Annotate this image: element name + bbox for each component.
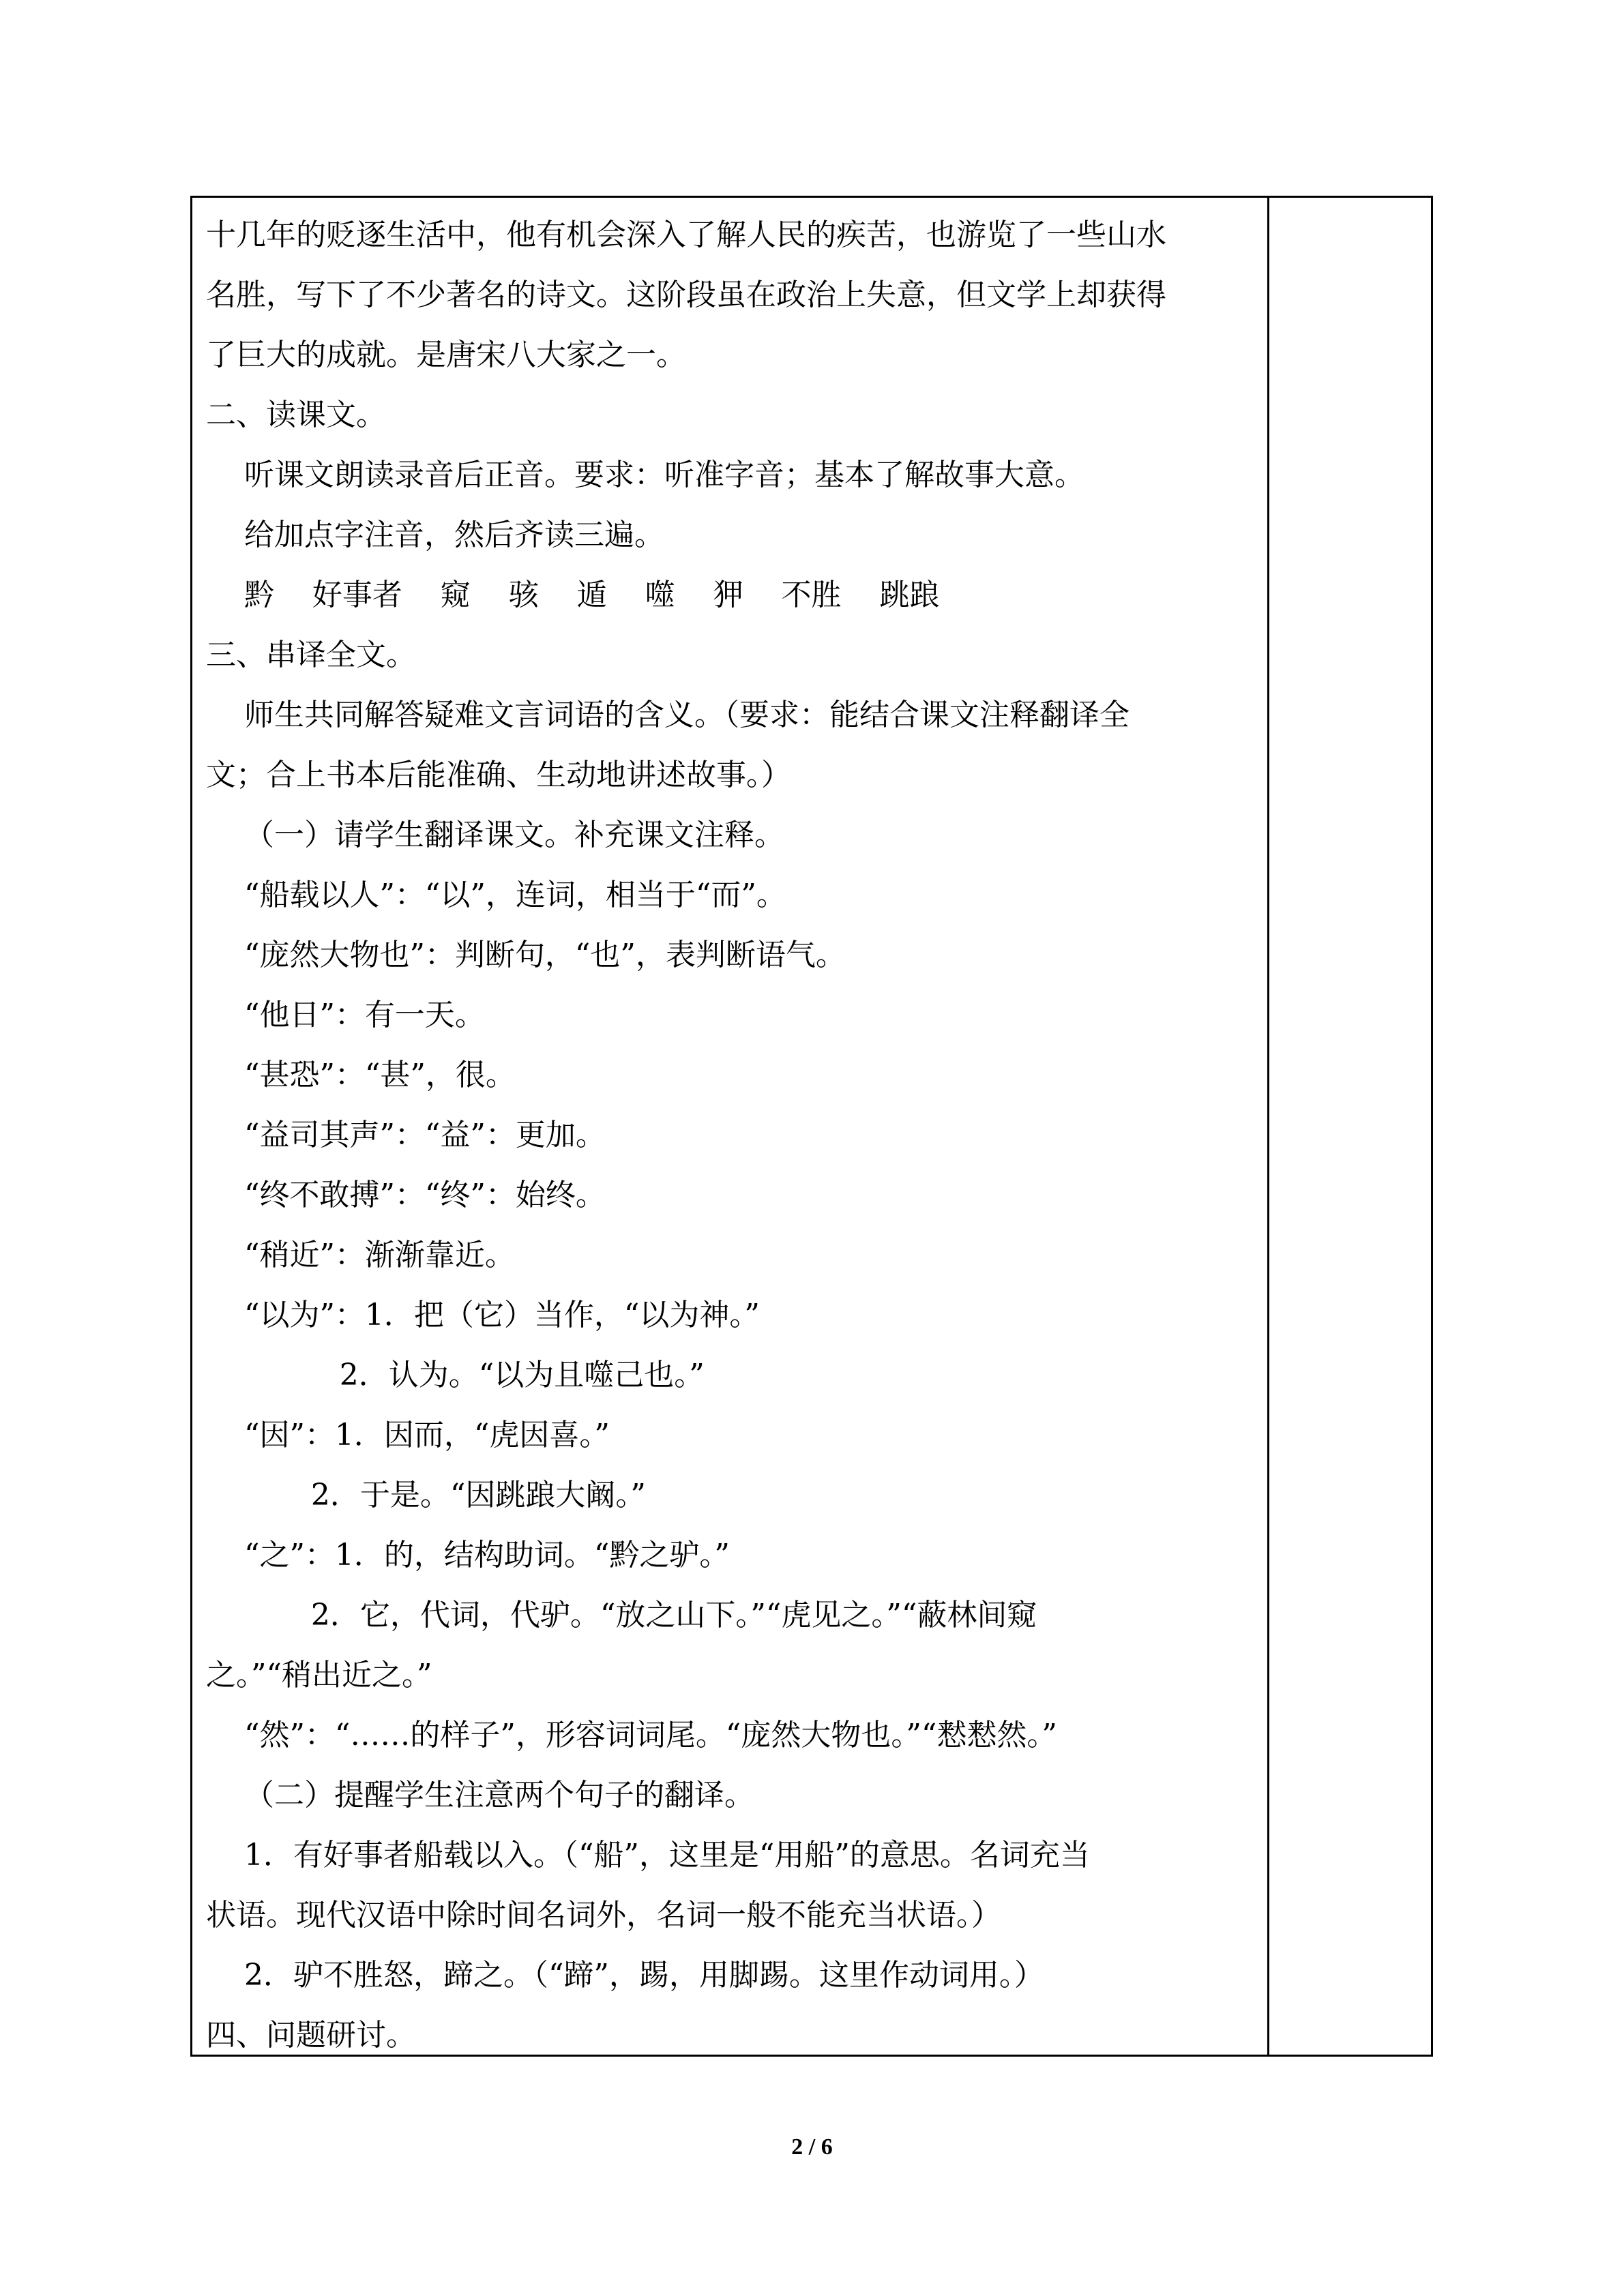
annotation-line: “因”：1．因而，“虎因喜。”	[206, 1418, 610, 1452]
text-line: 状语。现代汉语中除时间名词外，名词一般不能充当状语。）	[206, 1898, 1001, 1933]
annotation-line: “船载以人”：“以”，连词，相当于“而”。	[206, 878, 786, 912]
text-line: 名胜，写下了不少著名的诗文。这阶段虽在政治上失意，但文学上却获得	[206, 278, 1166, 312]
vocabulary-list: 黔 好事者 窥 骇 遁 噬 狎 不胜 跳踉	[206, 578, 940, 612]
text-line: 2．驴不胜怒，蹄之。（“蹄”，踢，用脚踢。这里作动词用。）	[206, 1958, 1044, 1993]
annotation-line: “稍近”：渐渐靠近。	[206, 1238, 515, 1272]
text-line: 师生共同解答疑难文言词语的含义。（要求：能结合课文注释翻译全	[206, 698, 1130, 732]
annotation-line: “然”：“……的样子”，形容词词尾。“庞然大物也。”“慭慭然。”	[206, 1718, 1057, 1753]
annotation-line: 之。”“稍出近之。”	[206, 1658, 432, 1693]
annotation-line: “他日”：有一天。	[206, 998, 485, 1032]
annotation-line: “甚恐”：“甚”，很。	[206, 1058, 516, 1092]
text-line: 十几年的贬逐生活中，他有机会深入了解人民的疾苦，也游览了一些山水	[206, 218, 1166, 252]
text-line: 了巨大的成就。是唐宋八大家之一。	[206, 338, 686, 372]
table-column-divider	[1267, 196, 1269, 2057]
text-line: 1．有好事者船载以入。（“船”，这里是“用船”的意思。名词充当	[206, 1838, 1090, 1873]
annotation-line: 2．它，代词，代驴。“放之山下。”“虎见之。”“蔽林间窥	[206, 1598, 1037, 1632]
annotation-line: “以为”：1．把（它）当作，“以为神。”	[206, 1298, 760, 1332]
text-line: 听课文朗读录音后正音。要求：听准字音；基本了解故事大意。	[206, 458, 1084, 492]
subsection-heading: （一）请学生翻译课文。补充课文注释。	[206, 818, 784, 852]
section-heading: 二、读课文。	[206, 398, 386, 432]
annotation-line: “终不敢搏”：“终”：始终。	[206, 1178, 606, 1212]
subsection-heading: （二）提醒学生注意两个句子的翻译。	[206, 1778, 754, 1813]
text-line: 文；合上书本后能准确、生动地讲述故事。）	[206, 758, 791, 792]
annotation-line: “庞然大物也”：判断句，“也”，表判断语气。	[206, 938, 846, 972]
text-line: 给加点字注音，然后齐读三遍。	[206, 518, 664, 552]
annotation-line: 2．于是。“因跳踉大阚。”	[206, 1478, 646, 1512]
section-heading: 三、串译全文。	[206, 638, 416, 672]
section-heading: 四、问题研讨。	[206, 2018, 416, 2053]
annotation-line: “之”：1．的，结构助词。“黔之驴。”	[206, 1538, 730, 1572]
page-number: 2 / 6	[791, 2134, 833, 2160]
annotation-line: “益司其声”：“益”：更加。	[206, 1118, 606, 1152]
annotation-line: 2．认为。“以为且噬己也。”	[206, 1358, 705, 1392]
